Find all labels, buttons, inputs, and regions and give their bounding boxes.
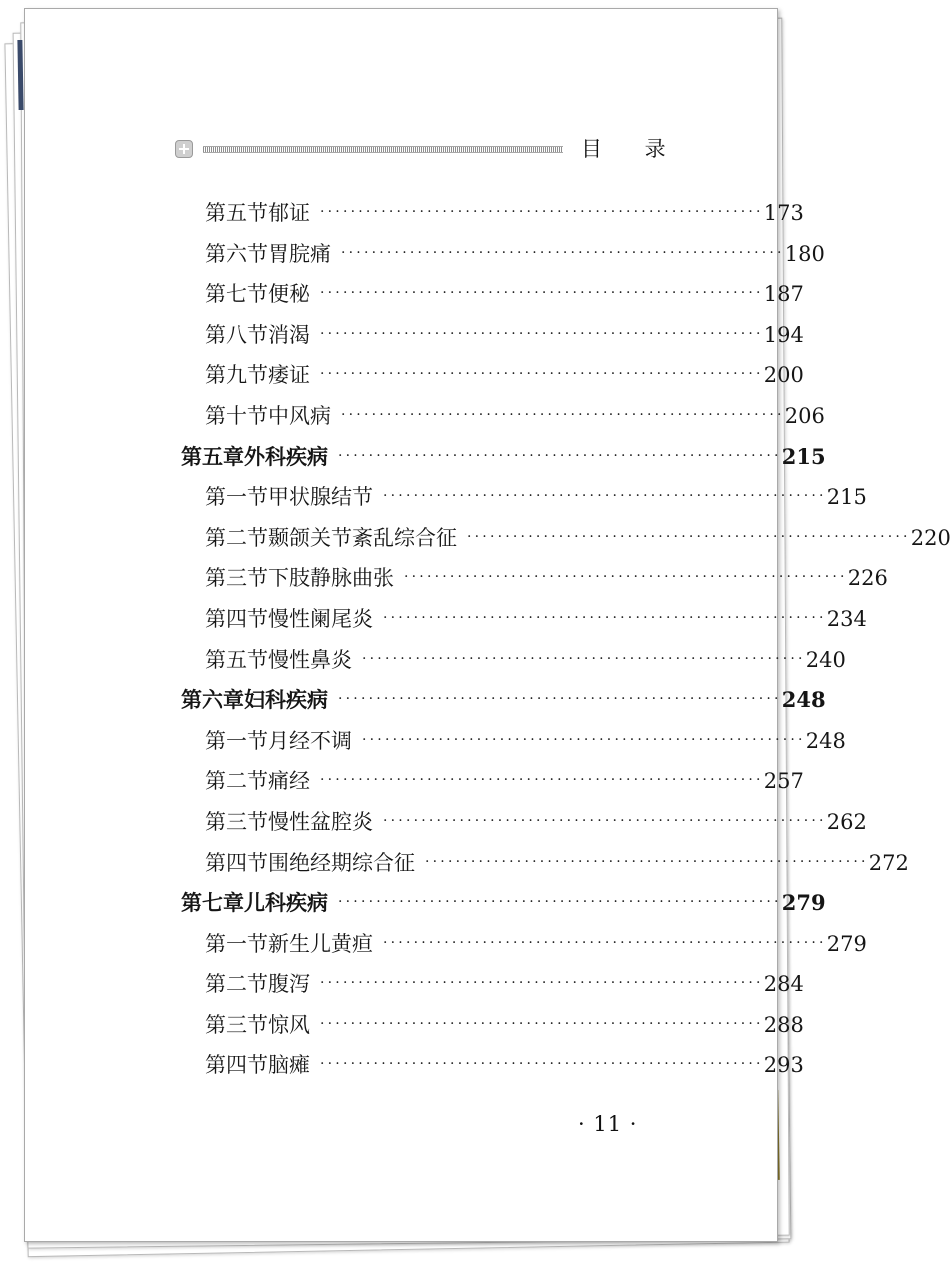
dot-leader: ··························································: [320, 1015, 764, 1032]
dot-leader: ··························································: [383, 934, 827, 951]
toc-entry-label: 第五节: [205, 647, 268, 672]
toc-section-entry[interactable]: [181, 319, 804, 360]
toc-entry-label: 第二节: [205, 769, 268, 794]
toc-section-entry[interactable]: [181, 562, 888, 603]
toc-entry-label: 第六节: [205, 241, 268, 266]
header-rule: [203, 146, 563, 153]
toc-entry-title: 外科疾病: [244, 443, 328, 469]
dot-leader: ··························································: [404, 569, 848, 586]
toc-section-entry[interactable]: [181, 644, 846, 685]
toc-entry-page: 262: [826, 809, 867, 834]
toc-entry-label: 第一节: [205, 931, 268, 956]
toc-entry-page: 215: [826, 485, 867, 510]
toc-entry-page: 200: [763, 363, 804, 388]
toc-entry-title: 消渴: [268, 322, 310, 347]
toc-entry-page: 187: [763, 282, 804, 307]
toc-entry-title: 月经不调: [268, 728, 352, 753]
toc-entry-title: 痛经: [268, 769, 310, 794]
toc-section-entry[interactable]: [181, 278, 804, 319]
toc-entry-title: 胃脘痛: [268, 241, 331, 266]
dot-leader: ··························································: [338, 894, 782, 911]
dot-leader: ··························································: [338, 691, 782, 708]
toc-entry-title: 腹泻: [268, 972, 310, 997]
toc-entry-title: 围绝经期综合征: [268, 850, 415, 875]
toc-section-entry[interactable]: [181, 806, 867, 847]
toc-entry-title: 慢性盆腔炎: [268, 809, 373, 834]
page-number: · 11 ·: [578, 1112, 638, 1136]
toc-entry-page: 173: [763, 201, 804, 225]
dot-leader: ··························································: [320, 366, 764, 383]
toc-section-entry[interactable]: [181, 765, 804, 806]
toc-entry-title: 新生儿黄疸: [268, 931, 373, 956]
toc-entry-page: 288: [763, 1012, 804, 1037]
toc-chapter-entry[interactable]: [181, 441, 826, 482]
toc-entry-label: 第四节: [205, 606, 268, 631]
toc-entry-title: 下肢静脉曲张: [268, 566, 394, 591]
toc-section-entry[interactable]: [181, 522, 951, 563]
toc-entry-title: 惊风: [268, 1012, 310, 1037]
toc-section-entry[interactable]: [181, 1009, 804, 1050]
dot-leader: ··························································: [467, 528, 911, 545]
toc-entry-page: 220: [910, 525, 951, 550]
dot-leader: ··························································: [320, 772, 764, 789]
dot-leader: ··························································: [338, 447, 782, 464]
toc-section-entry[interactable]: [181, 968, 804, 1009]
toc-entry-title: 痿证: [268, 363, 310, 388]
running-head: [175, 129, 684, 169]
toc-entry-page: 293: [763, 1053, 804, 1078]
dot-leader: ··························································: [320, 325, 764, 342]
toc-entry-page: 180: [784, 241, 825, 266]
toc-entry-label: 第四节: [205, 850, 268, 875]
toc-section-entry[interactable]: [181, 725, 846, 766]
toc-entry-page: 272: [868, 850, 909, 875]
toc-entry-label: 第八节: [205, 322, 268, 347]
dot-leader: ··························································: [320, 285, 764, 302]
toc-entry-title: 妇科疾病: [244, 687, 328, 713]
toc-section-entry[interactable]: [181, 481, 867, 522]
toc-entry-label: 第七章: [181, 890, 244, 916]
toc-entry-label: 第五节: [205, 201, 268, 225]
toc-entry-page: 194: [763, 322, 804, 347]
toc-entry-page: 248: [805, 728, 846, 753]
toc-chapter-entry[interactable]: [181, 684, 826, 725]
dot-leader: ··························································: [341, 406, 785, 423]
toc-section-entry[interactable]: [181, 238, 825, 279]
plus-square-icon: [175, 140, 193, 158]
toc-section-entry[interactable]: [181, 400, 825, 441]
toc-entry-title: 慢性阑尾炎: [268, 606, 373, 631]
toc-entry-label: 第二节: [205, 972, 268, 997]
dot-leader: ··························································: [320, 975, 764, 992]
toc-section-entry[interactable]: [181, 847, 909, 888]
toc-entry-page: 206: [784, 403, 825, 428]
toc-section-entry[interactable]: [181, 1049, 804, 1090]
toc-entry-page: 240: [805, 647, 846, 672]
toc-entry-page: 234: [826, 606, 867, 631]
dot-leader: ··························································: [320, 204, 764, 220]
toc-entry-label: 第七节: [205, 282, 268, 307]
dot-leader: ··························································: [383, 488, 827, 505]
toc-entry-label: 第三节: [205, 566, 268, 591]
toc-entry-page: 279: [781, 890, 826, 916]
toc-entry-title: 郁证: [268, 201, 310, 225]
toc-entry-label: 第五章: [181, 443, 244, 469]
dot-leader: ··························································: [362, 650, 806, 667]
dot-leader: ··························································: [425, 853, 869, 870]
running-head-title: 目 录: [581, 137, 684, 161]
toc-entry-label: 第四节: [205, 1053, 268, 1078]
toc-section-entry[interactable]: [181, 197, 804, 238]
toc-section-entry[interactable]: [181, 359, 804, 400]
toc-entry-page: 284: [763, 972, 804, 997]
dot-leader: ··························································: [341, 244, 785, 261]
toc-entry-page: 226: [847, 566, 888, 591]
toc-entry-label: 第一节: [205, 485, 268, 510]
toc-section-entry[interactable]: [181, 603, 867, 644]
toc-entry-title: 中风病: [268, 403, 331, 428]
toc-section-entry[interactable]: [181, 928, 867, 969]
book-page: [24, 8, 951, 1242]
toc-entry-page: 248: [781, 687, 826, 713]
dot-leader: ··························································: [320, 1056, 764, 1073]
dot-leader: ··························································: [383, 812, 827, 829]
toc-entry-title: 便秘: [268, 282, 310, 307]
toc-entry-label: 第六章: [181, 687, 244, 713]
dot-leader: ··························································: [362, 731, 806, 748]
toc-entry-label: 第三节: [205, 1012, 268, 1037]
toc-entry-page: 215: [781, 443, 826, 469]
toc-chapter-entry[interactable]: [181, 887, 826, 928]
toc-entry-label: 第九节: [205, 363, 268, 388]
toc-entry-title: 脑瘫: [268, 1053, 310, 1078]
toc-entry-page: 257: [763, 769, 804, 794]
toc-entry-title: 儿科疾病: [244, 890, 328, 916]
toc-entry-title: 慢性鼻炎: [268, 647, 352, 672]
toc-entry-page: 279: [826, 931, 867, 956]
toc-entry-title: 颞颌关节紊乱综合征: [268, 525, 457, 550]
table-of-contents: [181, 197, 951, 1090]
toc-entry-label: 第三节: [205, 809, 268, 834]
dot-leader: ··························································: [383, 609, 827, 626]
toc-entry-label: 第一节: [205, 728, 268, 753]
toc-entry-label: 第十节: [205, 403, 268, 428]
toc-entry-title: 甲状腺结节: [268, 485, 373, 510]
toc-entry-label: 第二节: [205, 525, 268, 550]
